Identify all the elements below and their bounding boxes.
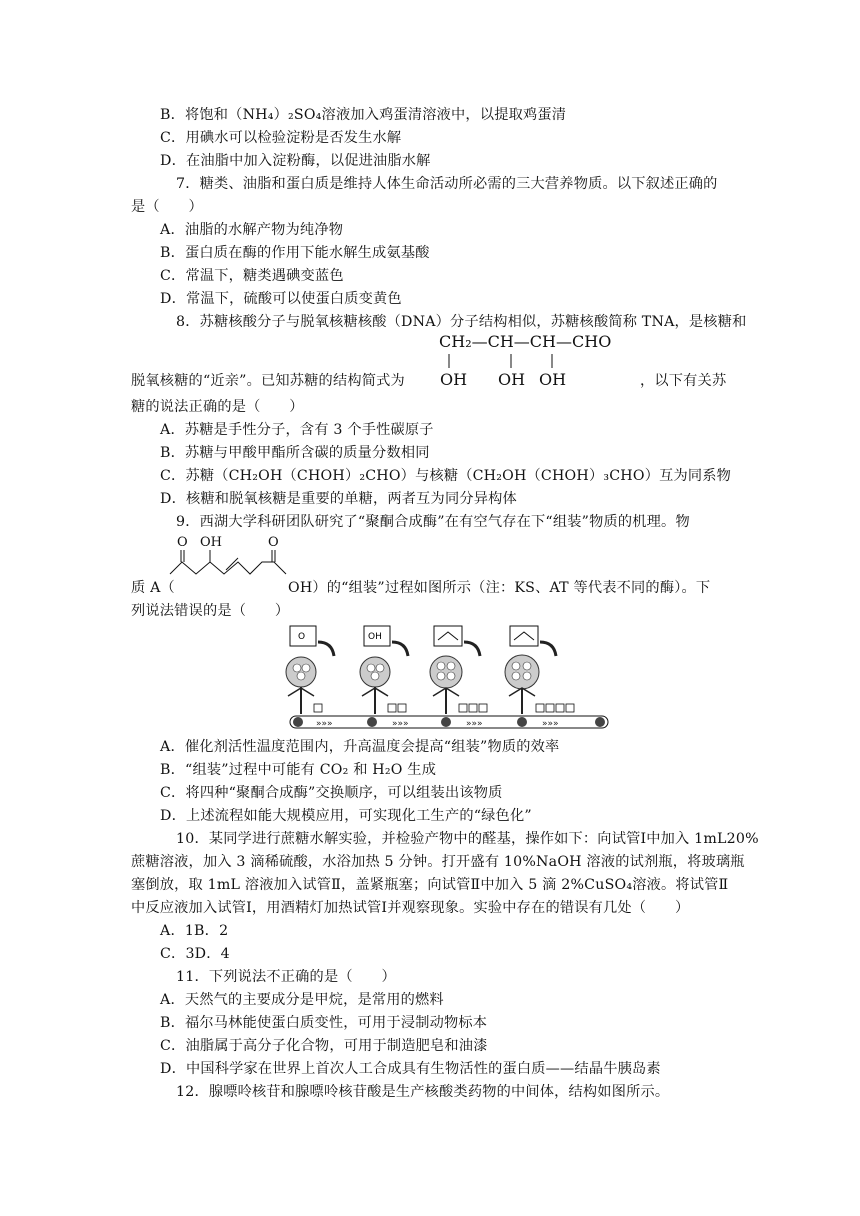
q8-stem-line3: 糖的说法正确的是（ ） [131,399,304,415]
q8-option-b: B．苏糖与甲酸甲酯所含碳的质量分数相同 [160,445,430,461]
q8-stem-line2-right: ，以下有关苏 [640,373,727,389]
q6-option-b: B．将饱和（NH₄）₂SO₄溶液加入鸡蛋清溶液中，以提取鸡蛋清 [160,107,567,123]
q9-stem-line3: 列说法错误的是（ ） [131,603,290,619]
q10-options-cd: C．3D．4 [160,946,230,962]
q11-option-a: A．天然气的主要成分是甲烷，是常用的燃料 [160,992,444,1008]
q11-option-b: B．福尔马林能使蛋白质变性，可用于浸制动物标本 [160,1015,488,1031]
conveyor-belt [290,716,608,729]
threose-oh-3: OH [539,370,567,389]
q6-option-d: D．在油脂中加入淀粉酶，以促进油脂水解 [160,153,431,169]
q8-option-c: C．苏糖（CH₂OH（CHOH）₂CHO）与核糖（CH₂OH（CHOH）₃CHO）互为同系物 [160,468,732,484]
compound-a-o1: O [177,535,188,550]
station-2-flag: OH [368,632,382,642]
q10-stem-line2: 蔗糖溶液，加入 3 滴稀硫酸，水浴加热 5 分钟。打开盛有 10%NaOH 溶液的试剂瓶，将玻璃瓶 [131,854,745,870]
q10-stem-line4: 中反应液加入试管Ⅰ，用酒精灯加热试管Ⅰ并观察现象。实验中存在的错误有几处（ ） [131,900,690,916]
q8-option-a: A．苏糖是手性分子，含有 3 个手性碳原子 [160,422,434,438]
threose-chain: CH₂—CH—CH—CHO [439,332,612,351]
compound-a-structure [166,532,296,582]
assembly-line-diagram [284,624,614,734]
q8-stem-line2-left: 脱氧核糖的“近亲”。已知苏糖的结构简式为 [131,373,405,389]
q9-stem-line1: 9．西湖大学科研团队研究了“聚酮合成酶”在有空气存在下“组装”物质的机理。物 [176,514,690,530]
q8-option-d: D．核糖和脱氧核糖是重要的单糖，两者互为同分异构体 [160,491,517,507]
threose-oh-1: OH [440,370,468,389]
q11-option-c: C．油脂属于高分子化合物，可用于制造肥皂和油漆 [160,1038,488,1054]
svg-text:»»»: »»» [392,719,409,729]
q10-stem-line1: 10．某同学进行蔗糖水解实验，并检验产物中的醛基，操作如下：向试管Ⅰ中加入 1mL20% [176,831,759,847]
threose-oh-2: OH [498,370,526,389]
q9-option-a: A．催化剂活性温度范围内，升高温度会提高“组装”物质的效率 [160,739,560,755]
q7-stem-line1: 7．糖类、油脂和蛋白质是维持人体生命活动所必需的三大营养物质。以下叙述正确的 [176,176,718,192]
q9-option-c: C．将四种“聚酮合成酶”交换顺序，可以组装出该物质 [160,785,503,801]
q8-stem-line1: 8．苏糖核酸分子与脱氧核糖核酸（DNA）分子结构相似，苏糖核酸简称 TNA，是核糖和 [176,314,747,330]
compound-a-oh: OH [200,535,222,550]
station-1-flag: O [298,632,306,642]
q10-options-ab: A．1B．2 [160,923,229,939]
q7-option-b: B．蛋白质在酶的作用下能水解生成氨基酸 [160,245,430,261]
q11-stem: 11．下列说法不正确的是（ ） [176,969,396,985]
q9-option-b: B．“组装”过程中可能有 CO₂ 和 H₂O 生成 [160,762,437,778]
q6-option-c: C．用碘水可以检验淀粉是否发生水解 [160,130,402,146]
svg-text:»»»: »»» [316,719,333,729]
q9-stem-line2-left: 质 A（ [131,580,175,596]
svg-text:»»»: »»» [542,719,559,729]
q12-stem: 12．腺嘌呤核苷和腺嘌呤核苷酸是生产核酸类药物的中间体，结构如图所示。 [176,1084,670,1100]
threose-structure [436,330,646,392]
q9-stem-line2-right: OH）的“组装”过程如图所示（注：KS、AT 等代表不同的酶）。下 [288,580,711,596]
station-4 [505,626,574,714]
q11-option-d: D．中国科学家在世界上首次人工合成具有生物活性的蛋白质——结晶牛胰岛素 [160,1061,661,1077]
station-2 [360,626,408,714]
station-1 [286,626,334,714]
compound-a-o2: O [268,535,279,550]
q9-option-d: D．上述流程如能大规模应用，可实现化工生产的“绿色化” [160,808,532,824]
svg-text:»»»: »»» [466,719,483,729]
q7-option-d: D．常温下，硫酸可以使蛋白质变黄色 [160,291,402,307]
q7-stem-line2: 是（ ） [131,199,203,215]
q7-option-a: A．油脂的水解产物为纯净物 [160,222,344,238]
q7-option-c: C．常温下，糖类遇碘变蓝色 [160,268,344,284]
station-3 [430,626,487,714]
q10-stem-line3: 塞倒放，取 1mL 溶液加入试管Ⅱ，盖紧瓶塞；向试管Ⅱ中加入 5 滴 2%CuSO₄溶液。将试管Ⅱ [131,877,729,893]
